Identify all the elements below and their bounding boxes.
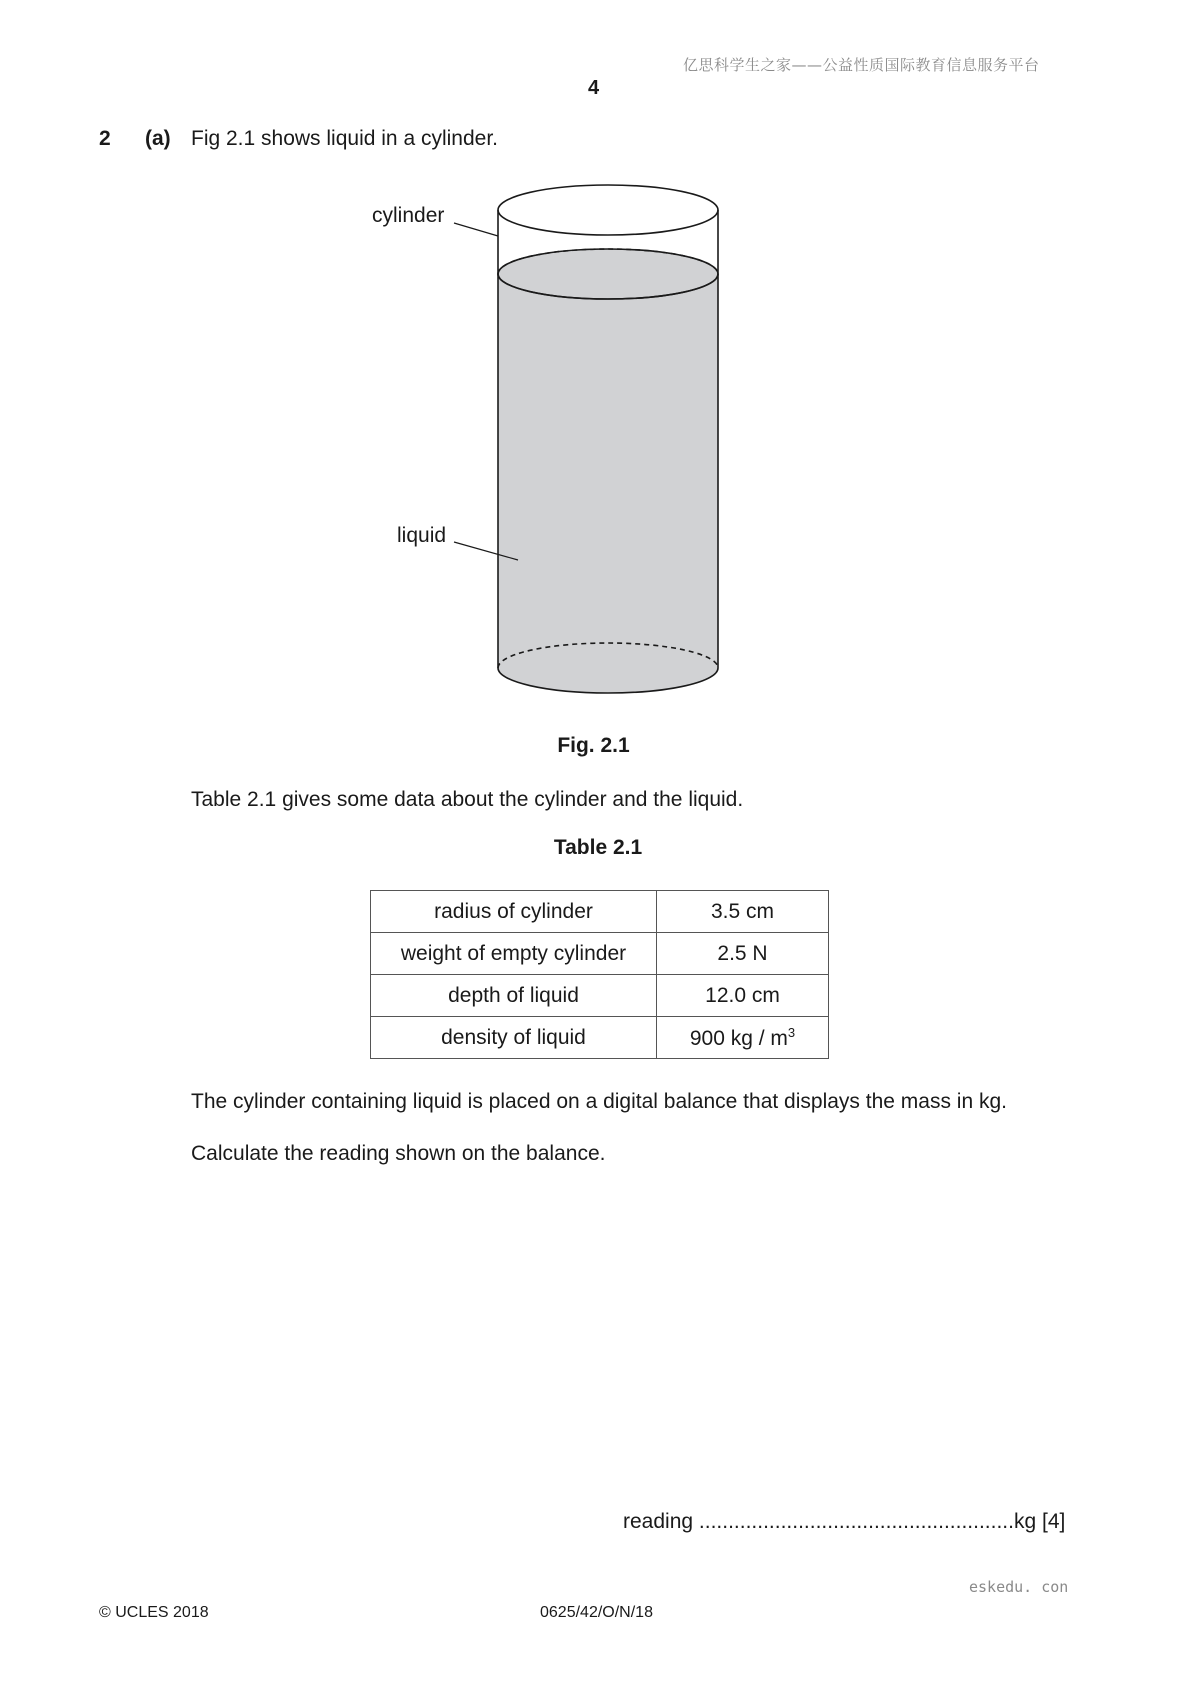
liquid-leader-line [454,542,518,560]
table-cell-quantity: density of liquid [371,1017,657,1059]
cylinder-base-front [498,668,718,693]
table-cell-quantity: depth of liquid [371,975,657,1017]
answer-label: reading [623,1510,694,1533]
instruction-text: Calculate the reading shown on the balance. [191,1142,606,1165]
table-cell-value: 12.0 cm [657,975,829,1017]
superscript: 3 [787,1024,796,1040]
cylinder-label: cylinder [372,204,445,227]
liquid-surface [498,249,718,299]
table-cell-quantity: weight of empty cylinder [371,933,657,975]
table-row [371,1017,829,1059]
table-row [371,891,829,933]
cylinder-top-rim [498,185,718,235]
cylinder-leader-line [454,223,498,236]
question-number: 2 [99,127,111,150]
cylinder-base-back [498,643,718,668]
footer-watermark: eskedu. con [969,1578,1069,1596]
page-number: 4 [588,77,600,99]
cylinder-figure [0,0,1191,720]
footer-copyright: © UCLES 2018 [99,1604,209,1621]
answer-unit: kg [1013,1510,1037,1533]
table-cell-value: 900 kg / $m^3$ [657,1017,829,1059]
header-watermark: 亿思科学生之家——公益性质国际教育信息服务平台 [683,56,1040,74]
table-row [371,975,829,1017]
answer-marks: [4] [1042,1510,1066,1533]
table-cell-value: 3.5 cm [657,891,829,933]
table-cell-quantity: radius of cylinder [371,891,657,933]
table-title: Table 2.1 [553,836,643,859]
figure-caption: Fig. 2.1 [557,734,630,757]
table-row [371,933,829,975]
question-intro: Fig 2.1 shows liquid in a cylinder. [191,127,498,150]
liquid-surface-front [498,274,718,299]
answer-dots[interactable]: ...................................................... [698,1510,1014,1533]
data-table [370,890,829,1059]
footer-code: 0625/42/O/N/18 [540,1604,653,1621]
liquid-fill [498,249,718,693]
liquid-label: liquid [397,524,447,547]
question-part: (a) [145,127,171,150]
balance-text: The cylinder containing liquid is placed on a digital balance that displays the mass in kg. [191,1090,1007,1113]
table-cell-value: 2.5 N [657,933,829,975]
liquid-surface-back [498,249,718,274]
table-intro: Table 2.1 gives some data about the cylinder and the liquid. [191,788,744,811]
answer-line [623,1510,1065,1534]
